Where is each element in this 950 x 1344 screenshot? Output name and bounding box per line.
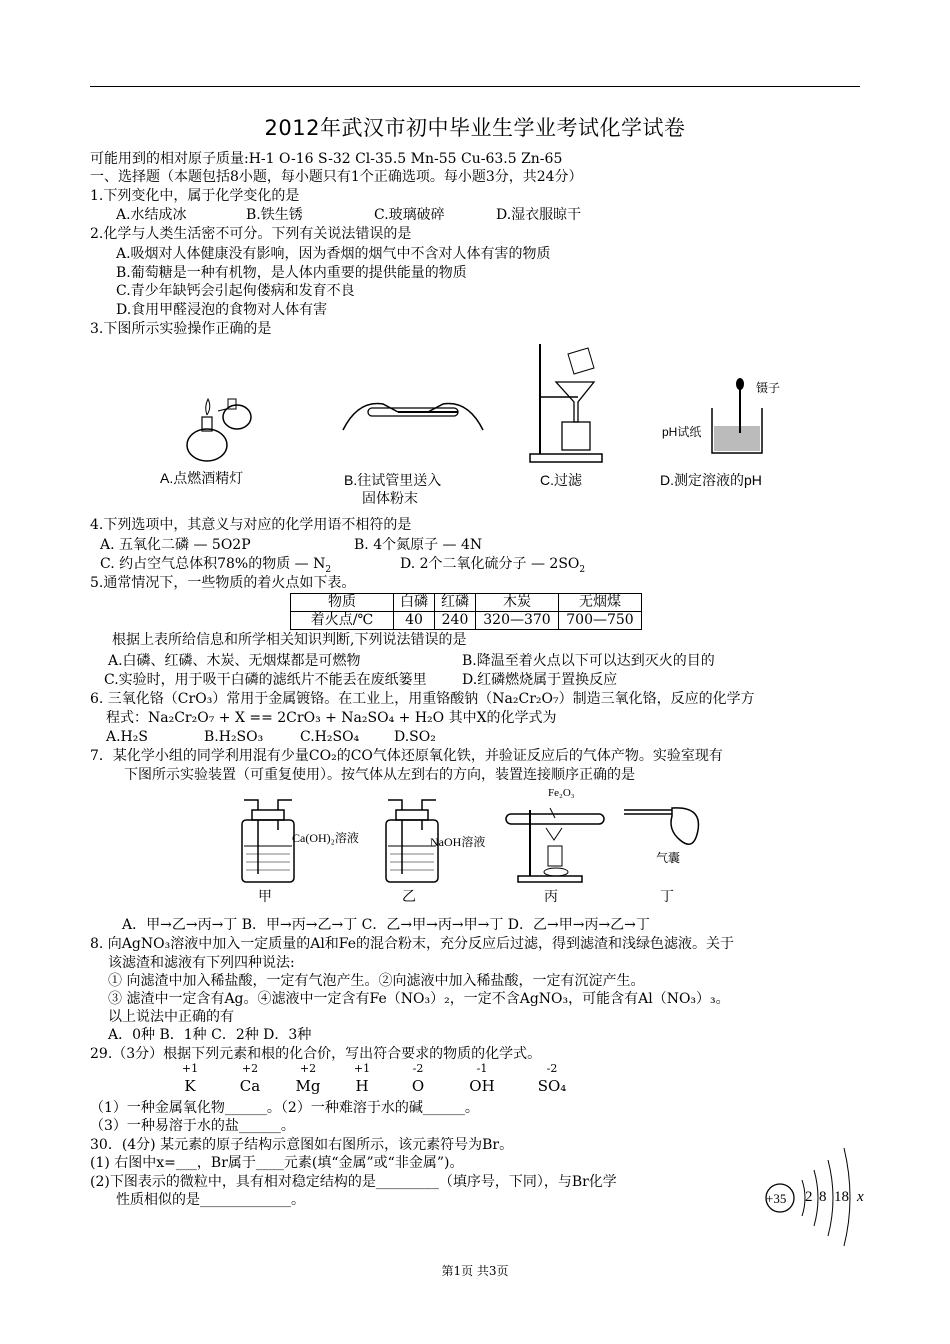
alcohol-lamp-illustration <box>182 385 262 465</box>
caoh2-label: Ca(OH)₂溶液 <box>292 831 359 845</box>
gas-bag-label: 气囊 <box>656 851 681 865</box>
filtration-illustration <box>528 342 608 467</box>
q6-line1: 6. 三氧化铬（CrO₃）常用于金属镀铬。在工业上，用重铬酸钠（Na₂Cr₂O₇）制造三氧化铬，反应的化学方 <box>90 691 755 707</box>
page-footer: 第1页 共3页 <box>441 1264 509 1278</box>
table-cell: 红磷 <box>435 594 476 612</box>
q8-line4: ③ 滤渣中一定含有Ag。④滤液中一定含有Fe（NO₃）₂，一定不含AgNO₃，可能含有Al（NO₃）₃。 <box>108 991 730 1007</box>
table-cell: 无烟煤 <box>559 594 642 612</box>
q1-option-b: B.铁生锈 <box>246 207 303 223</box>
q6-option-b: B.H₂SO₃ <box>204 729 264 745</box>
top-rule <box>90 86 860 87</box>
q6-option-d: D.SO₂ <box>394 729 436 745</box>
fe2o3-label: Fe₂O₃ <box>548 787 575 799</box>
section-heading: 一、选择题（本题包括8小题，每小题只有1个正确选项。每小题3分，共24分） <box>90 169 583 185</box>
q2-option-c: C.青少年缺钙会引起佝偻病和发育不良 <box>116 283 355 299</box>
table-cell: 700—750 <box>559 612 642 630</box>
shell-2: 8 <box>819 1189 827 1205</box>
q6-line2: 程式：Na₂Cr₂O₇ + X == 2CrO₃ + Na₂SO₄ + H₂O 其中X的化学式为 <box>106 710 557 726</box>
q30-line3: 性质相似的是_____________。 <box>116 1192 305 1208</box>
q30-line2: (2)下图表示的微粒中，具有相对稳定结构的是_________（填序号，下同），与Br化学 <box>90 1174 617 1190</box>
q4-option-b: B. 4个氮原子 — 4N <box>354 537 483 553</box>
q29-stem: 29.（3分）根据下列元素和根的化合价，写出符合要求的物质的化学式。 <box>90 1046 542 1062</box>
q7-line2: 下图所示实验装置（可重复使用）。按气体从左到右的方向，装置连接顺序正确的是 <box>124 767 635 783</box>
shell-3: 18 <box>834 1189 849 1205</box>
q8-line2: 该滤渣和滤液有下列四种说法: <box>108 955 295 971</box>
q1-option-c: C.玻璃破碎 <box>374 207 445 223</box>
q4-option-a: A. 五氧化二磷 — 5O2P <box>100 537 251 553</box>
q29-line1: （1）一种金属氧化物______。（2）一种难溶于水的碱______。 <box>90 1100 479 1116</box>
table-cell: 物质 <box>291 594 394 612</box>
naoh-label: NaOH溶液 <box>430 835 486 849</box>
symbol-k: K <box>184 1077 196 1095</box>
wash-bottle-jia <box>238 796 298 886</box>
q7-line1: 7．某化学小组的同学利用混有少量CO₂的CO气体还原氧化铁，并验证反应后的气体产物。实验室现有 <box>90 748 723 764</box>
apparatus-bing-label: 丙 <box>544 888 558 904</box>
symbol-o: O <box>411 1077 425 1095</box>
q30-line1: (1) 右图中x=___，Br属于____元素(填“金属”或“非金属”)。 <box>90 1155 464 1171</box>
q2-option-d: D.食用甲醛浸泡的食物对人体有害 <box>116 302 328 318</box>
q4-stem: 4.下列选项中，其意义与对应的化学用语不相符的是 <box>90 517 412 533</box>
q2-option-a: A.吸烟对人体健康没有影响，因为香烟的烟气中不含对人体有害的物质 <box>116 246 551 262</box>
table-cell: 着火点/℃ <box>291 612 394 630</box>
symbol-oh: OH <box>469 1077 495 1095</box>
q1-option-a: A.水结成冰 <box>116 207 187 223</box>
table-cell: 白磷 <box>394 594 435 612</box>
symbol-so4: SO₄ <box>537 1077 567 1095</box>
q3-stem: 3.下图所示实验操作正确的是 <box>90 321 272 337</box>
q30-stem: 30．(4分) 某元素的原子结构示意图如右图所示，该元素符号为Br。 <box>90 1137 514 1153</box>
valence-k: +1 <box>181 1062 199 1075</box>
page-title: 2012年武汉市初中毕业生学业考试化学试卷 <box>264 116 686 140</box>
ph-paper-label: pH试纸 <box>662 425 702 439</box>
atomic-masses: 可能用到的相对原子质量:H-1 O-16 S-32 Cl-35.5 Mn-55 Cu-63.5 Zn-65 <box>90 151 563 167</box>
q3-caption-d: D.测定溶液的pH <box>660 472 762 488</box>
q6-option-c: C.H₂SO₄ <box>300 729 360 745</box>
test-tube-illustration <box>338 390 488 450</box>
q8-line1: 8. 向AgNO₃溶液中加入一定质量的Al和Fe的混合粉末，充分反应后过滤，得到滤渣和浅绿色滤液。关于 <box>90 936 735 952</box>
table-row <box>291 612 642 630</box>
q5-prompt: 根据上表所给信息和所学相关知识判断,下列说法错误的是 <box>112 632 467 648</box>
table-cell: 木炭 <box>476 594 559 612</box>
q7-options: A．甲→乙→丙→丁 B．甲→丙→乙→丁 C．乙→甲→丙→甲→丁 D．乙→甲→丙→乙→丁 <box>122 917 650 933</box>
apparatus-ding-label: 丁 <box>660 888 674 904</box>
q5-option-c: C.实验时，用于吸干白磷的滤纸片不能丢在废纸篓里 <box>104 672 427 688</box>
q8-line5: 以上说法中正确的有 <box>108 1009 234 1025</box>
q5-option-b: B.降温至着火点以下可以达到灭火的目的 <box>462 653 715 669</box>
q2-stem: 2.化学与人类生活密不可分。下列有关说法错误的是 <box>90 226 412 242</box>
q3-caption-a: A.点燃酒精灯 <box>160 470 244 486</box>
valence-so4: -2 <box>546 1062 558 1075</box>
valence-o: -2 <box>412 1062 424 1075</box>
q1-stem: 1.下列变化中，属于化学变化的是 <box>90 188 300 204</box>
ignition-point-table <box>290 593 642 630</box>
valence-h: +1 <box>353 1062 371 1075</box>
q8-options: A．0种 B．1种 C．2种 D．3种 <box>108 1027 312 1043</box>
q1-option-d: D.湿衣服晾干 <box>496 207 582 223</box>
q8-line3: ① 向滤渣中加入稀盐酸，一定有气泡产生。②向滤液中加入稀盐酸，一定有沉淀产生。 <box>108 973 645 989</box>
q3-caption-b-line2: 固体粉末 <box>362 490 418 506</box>
q4-option-c: C. 约占空气总体积78%的物质 — $N_2$ <box>100 556 332 575</box>
table-cell: 40 <box>394 612 435 630</box>
q29-line2: （3）一种易溶于水的盐______。 <box>90 1118 295 1134</box>
table-cell: 240 <box>435 612 476 630</box>
symbol-mg: Mg <box>295 1077 321 1095</box>
apparatus-yi-label: 乙 <box>402 888 416 904</box>
q2-option-b: B.葡萄糖是一种有机物，是人体内重要的提供能量的物质 <box>116 265 467 281</box>
shell-1: 2 <box>805 1189 813 1205</box>
gas-bag-ding <box>622 806 702 856</box>
table-header-row <box>291 594 642 612</box>
q4-option-d: D. 2个二氧化硫分子 — $2SO_2$ <box>400 556 586 575</box>
shell-4: x <box>857 1189 864 1205</box>
tweezers-label: 镊子 <box>756 381 781 395</box>
valence-oh: -1 <box>476 1062 488 1075</box>
q5-option-a: A.白磷、红磷、木炭、无烟煤都是可燃物 <box>108 653 361 669</box>
apparatus-jia-label: 甲 <box>258 888 272 904</box>
reduction-apparatus-bing <box>500 800 610 884</box>
nucleus-charge: +35 <box>766 1191 787 1206</box>
q3-caption-c: C.过滤 <box>540 472 582 488</box>
symbol-h: H <box>355 1077 369 1095</box>
q6-option-a: A.H₂S <box>106 729 148 745</box>
symbol-ca: Ca <box>239 1077 261 1095</box>
q3-caption-b-line1: B.往试管里送入 <box>344 472 442 488</box>
q5-stem: 5.通常情况下，一些物质的着火点如下表。 <box>90 575 356 591</box>
valence-ca: +2 <box>241 1062 259 1075</box>
q5-option-d: D.红磷燃烧属于置换反应 <box>462 672 618 688</box>
table-cell: 320—370 <box>476 612 559 630</box>
valence-mg: +2 <box>299 1062 317 1075</box>
